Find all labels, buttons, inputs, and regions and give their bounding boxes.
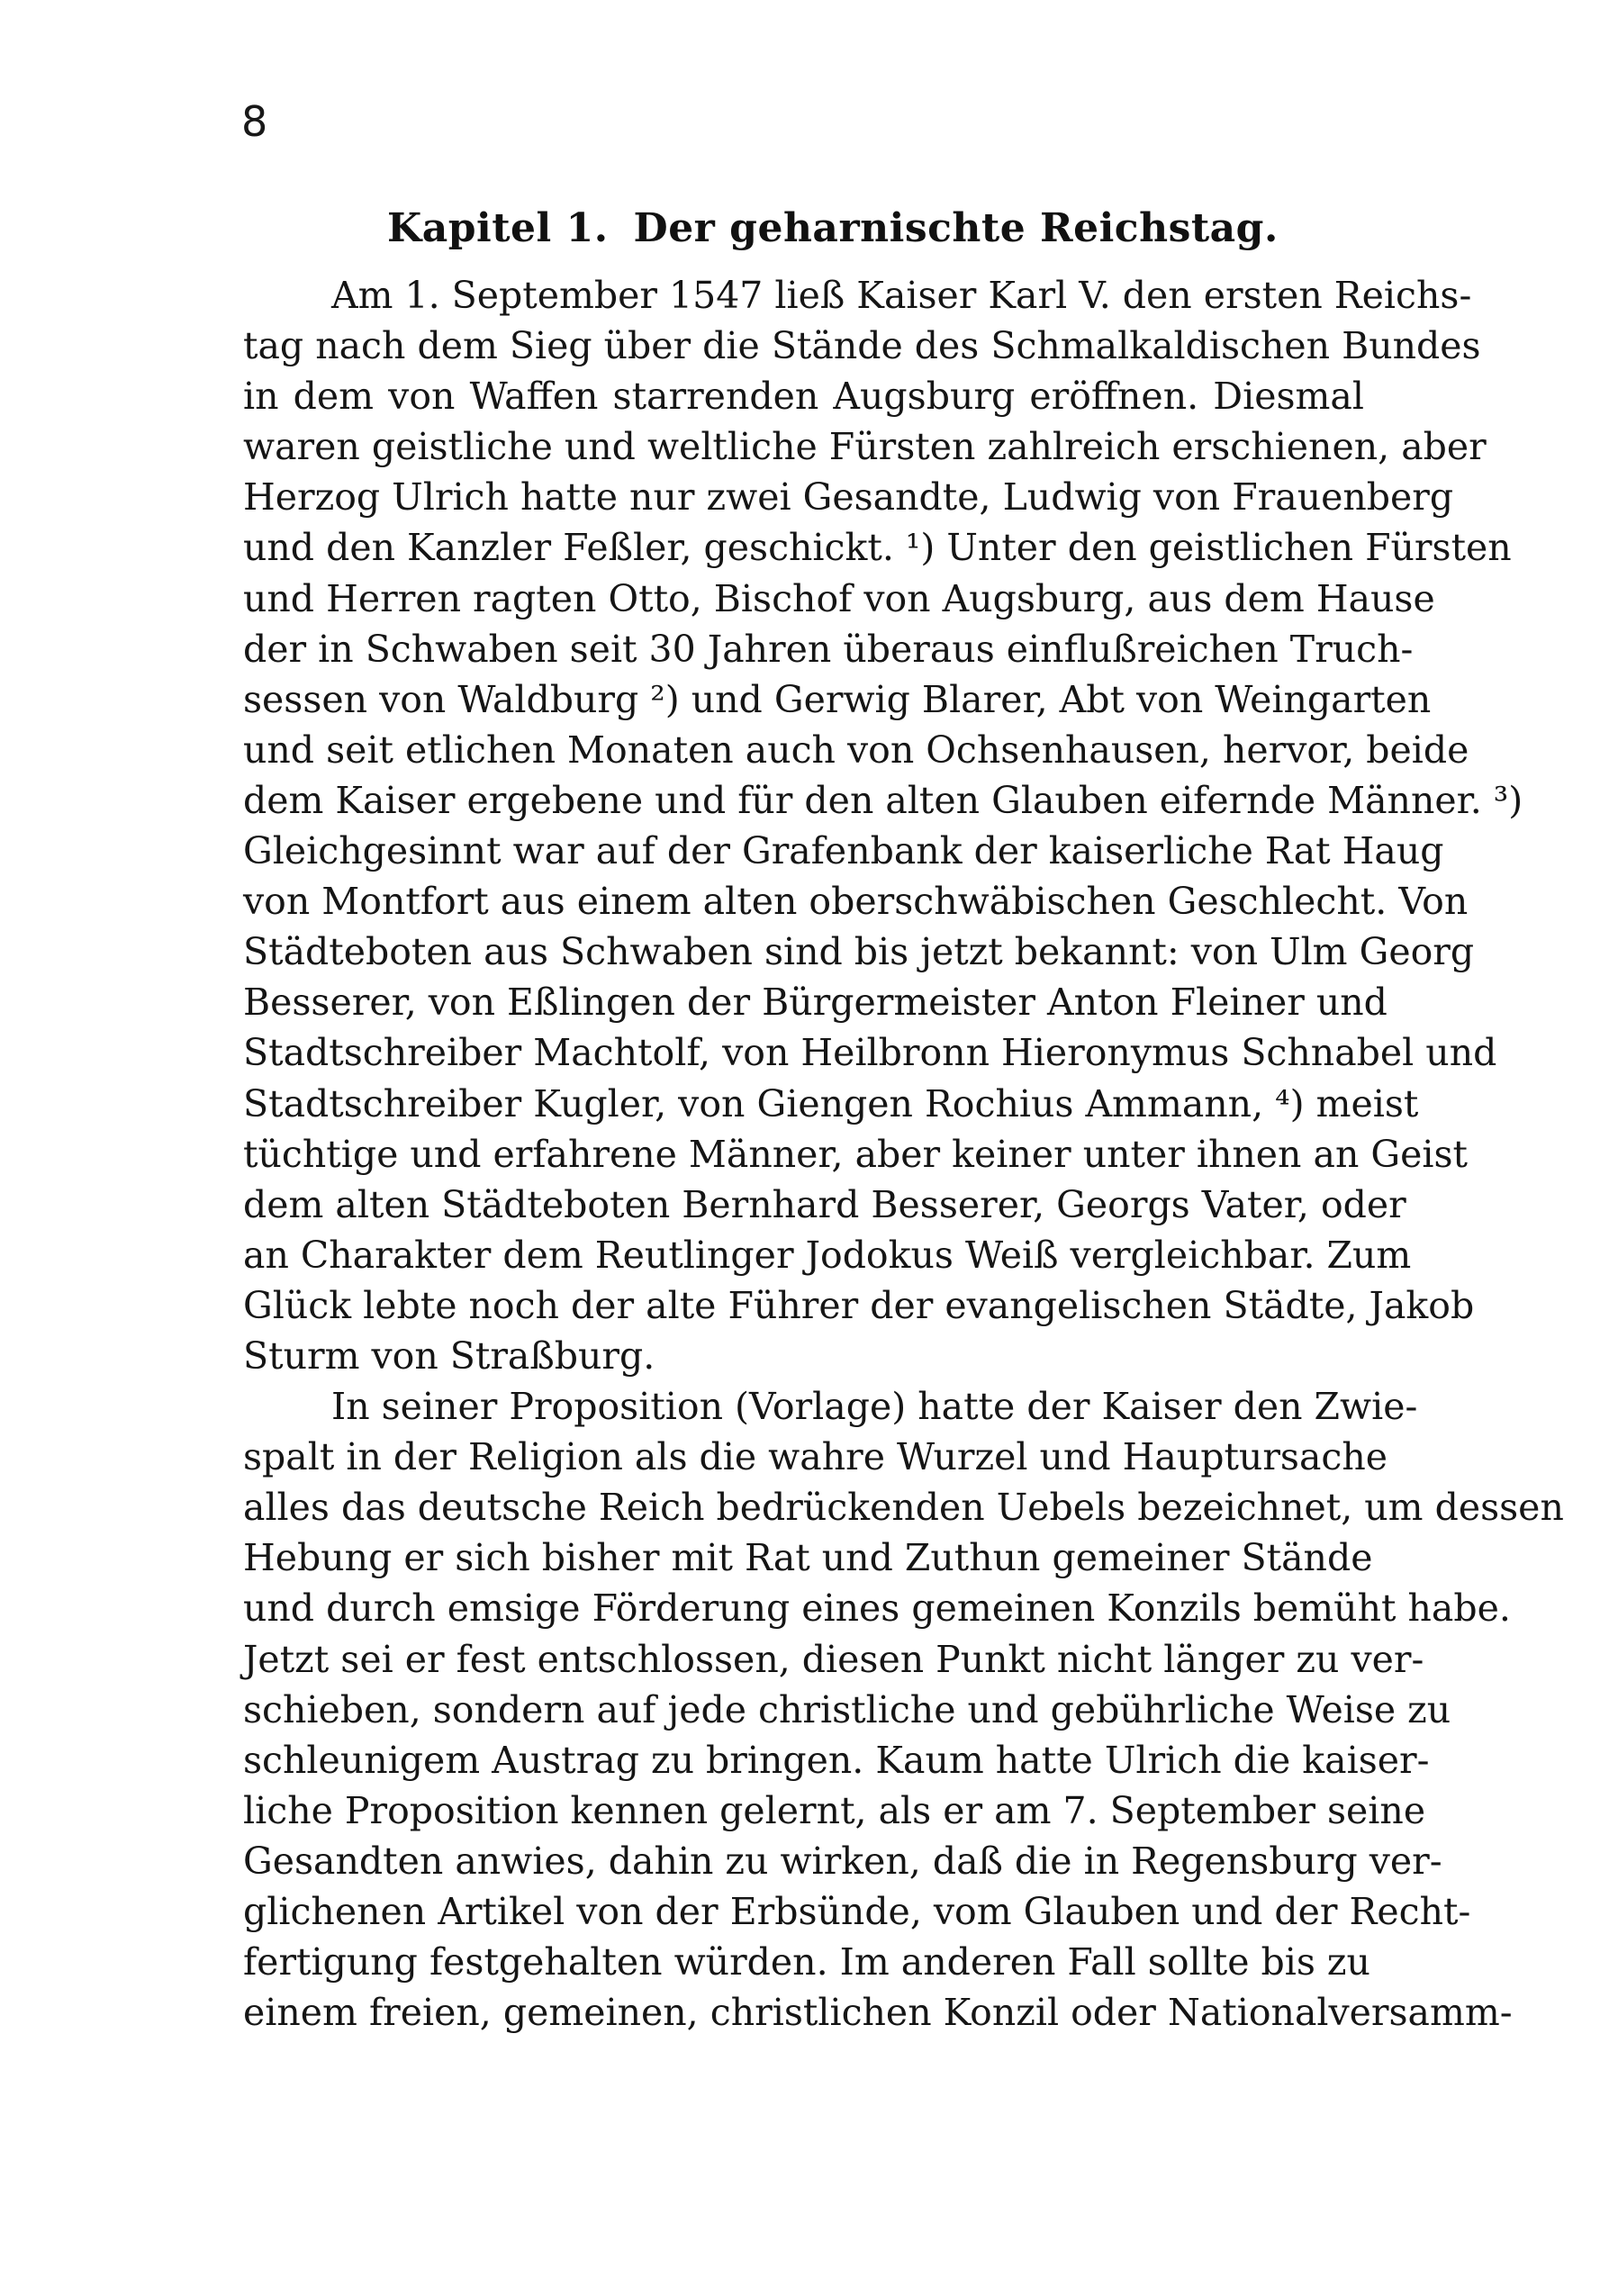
text-line: liche Proposition kennen gelernt, als er am 7. September seine bbox=[243, 1788, 1426, 1832]
text-line: schieben, sondern auf jede christliche und gebührliche Weise zu bbox=[243, 1687, 1451, 1731]
text-line: In seiner Proposition (Vorlage) hatte der Kaiser den Zwie- bbox=[331, 1385, 1418, 1429]
text-line: in dem von Waffen starrenden Augsburg eröffnen. Diesmal bbox=[243, 375, 1364, 419]
page-number: 8 bbox=[241, 97, 268, 146]
text-line: tüchtige und erfahrene Männer, aber keiner unter ihnen an Geist bbox=[243, 1132, 1469, 1176]
text-line: Jetzt sei er fest entschlossen, diesen Punkt nicht länger zu ver- bbox=[243, 1637, 1424, 1681]
text-line: spalt in der Religion als die wahre Wurzel und Hauptursache bbox=[243, 1435, 1388, 1479]
text-line: Gesandten anwies, dahin zu wirken, daß die in Regensburg ver- bbox=[243, 1839, 1442, 1883]
text-line: Sturm von Straßburg. bbox=[243, 1333, 655, 1378]
text-line: schleunigem Austrag zu bringen. Kaum hatte Ulrich die kaiser- bbox=[243, 1738, 1430, 1782]
text-line: Städteboten aus Schwaben sind bis jetzt bekannt: von Ulm Georg bbox=[243, 930, 1475, 974]
text-line: Stadtschreiber Machtolf, von Heilbronn Hieronymus Schnabel und bbox=[243, 1031, 1497, 1075]
text-line: dem Kaiser ergebene und für den alten Glauben eifernde Männer. ³) bbox=[243, 778, 1523, 822]
text-line: alles das deutsche Reich bedrückenden Uebels bezeichnet, um dessen bbox=[243, 1486, 1564, 1530]
text-line: Herzog Ulrich hatte nur zwei Gesandte, Ludwig von Frauenberg bbox=[243, 475, 1454, 520]
text-line: und den Kanzler Feßler, geschickt. ¹) Unter den geistlichen Fürsten bbox=[243, 526, 1512, 570]
text-line: und seit etlichen Monaten auch von Ochsenhausen, hervor, beide bbox=[243, 728, 1469, 772]
chapter-label: Kapitel 1. bbox=[387, 205, 609, 251]
text-line: sessen von Waldburg ²) und Gerwig Blarer, Abt von Weingarten bbox=[243, 677, 1432, 721]
chapter-title: Der geharnischte Reichstag. bbox=[633, 205, 1279, 251]
text-line: an Charakter dem Reutlinger Jodokus Weiß vergleichbar. Zum bbox=[243, 1233, 1412, 1277]
text-line: Hebung er sich bisher mit Rat und Zuthun gemeiner Stände bbox=[243, 1536, 1373, 1580]
text-line: Am 1. September 1547 ließ Kaiser Karl V. den ersten Reichs- bbox=[331, 274, 1472, 317]
text-line: der in Schwaben seit 30 Jahren überaus einflußreichen Truch- bbox=[243, 627, 1414, 671]
chapter-heading bbox=[387, 205, 1333, 253]
text-line: waren geistliche und weltliche Fürsten zahlreich erschienen, aber bbox=[243, 425, 1487, 469]
text-line: dem alten Städteboten Bernhard Besserer, Georgs Vater, oder bbox=[243, 1182, 1406, 1226]
text-line: einem freien, gemeinen, christlichen Konzil oder Nationalversamm- bbox=[243, 1991, 1513, 2035]
paragraph-1 bbox=[243, 270, 1523, 1381]
text-line: fertigung festgehalten würden. Im anderen Fall sollte bis zu bbox=[243, 1940, 1370, 1984]
text-line: und durch emsige Förderung eines gemeinen Konzils bemüht habe. bbox=[243, 1586, 1511, 1631]
text-line: glichenen Artikel von der Erbsünde, vom Glauben und der Recht- bbox=[243, 1890, 1471, 1933]
text-line: von Montfort aus einem alten oberschwäbischen Geschlecht. Von bbox=[243, 880, 1469, 924]
text-line: Gleichgesinnt war auf der Grafenbank der kaiserliche Rat Haug bbox=[243, 829, 1444, 873]
text-line: tag nach dem Sieg über die Stände des Schmalkaldischen Bundes bbox=[243, 324, 1481, 368]
body-text bbox=[243, 270, 1564, 2038]
text-line: und Herren ragten Otto, Bischof von Augsburg, aus dem Hause bbox=[243, 576, 1435, 620]
text-line: Glück lebte noch der alte Führer der evangelischen Städte, Jakob bbox=[243, 1283, 1475, 1327]
paragraph-2 bbox=[243, 1381, 1564, 2038]
text-line: Stadtschreiber Kugler, von Giengen Rochius Ammann, ⁴) meist bbox=[243, 1081, 1419, 1125]
text-line: Besserer, von Eßlingen der Bürgermeister Anton Fleiner und bbox=[243, 981, 1388, 1025]
